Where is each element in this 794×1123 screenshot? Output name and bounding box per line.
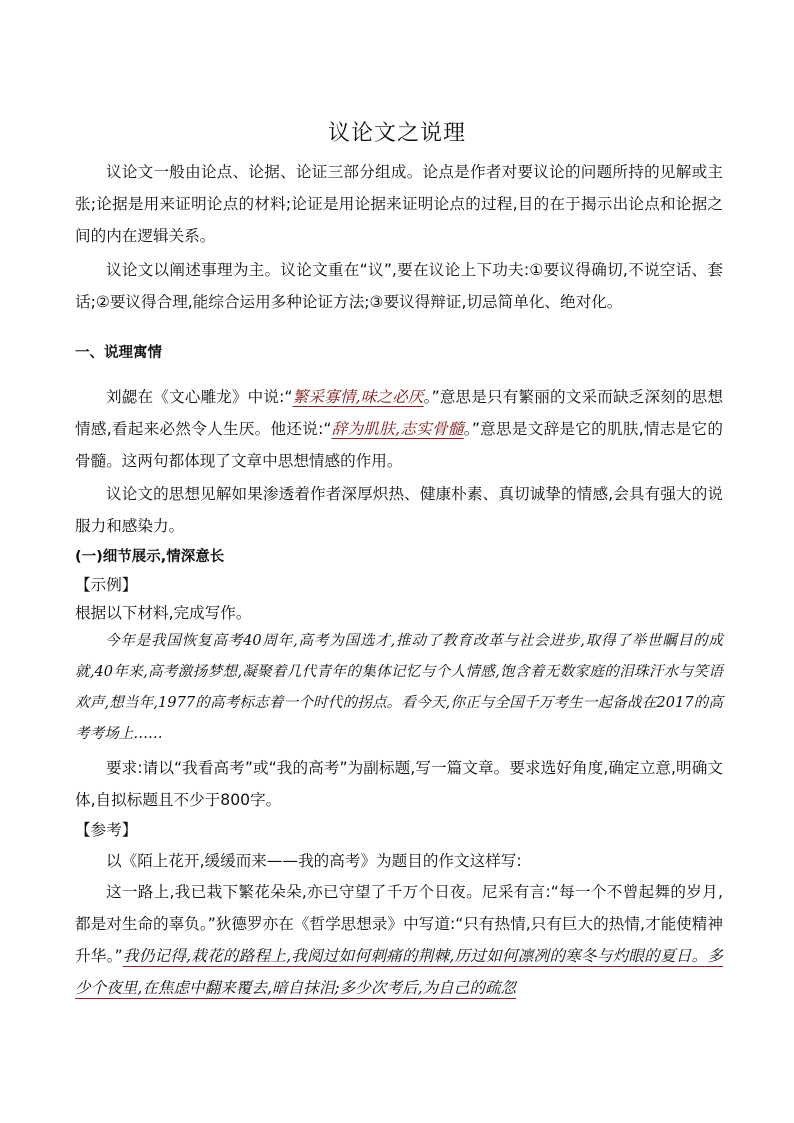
s1-text-a: 刘勰在《文心雕龙》中说:“ (106, 388, 293, 406)
document-title: 议论文之说理 (327, 121, 466, 146)
s1-text-b: 。”意思是只有繁丽的文采而缺乏深刻的思想情感,看起来必然令人生厌。他还说:“ (75, 388, 723, 438)
section1-paragraph-1 (75, 381, 723, 477)
example-label: 【示例】 (75, 576, 138, 594)
intro-paragraph-1: 议论文一般由论点、论据、论证三部分组成。论点是作者对要议论的问题所持的见解或主张;论据是用来证明论点的材料;论证是用论据来证明论点的过程,目的在于揭示出论点和论据之间的内在逻辑关系。 (75, 163, 723, 245)
reference-label: 【参考】 (75, 821, 138, 839)
subsection-heading-1: (一)细节展示,情深意长 (75, 549, 225, 565)
reference-paragraph-1: 以《陌上花开,缓缓而来——我的高考》为题目的作文这样写: (106, 852, 522, 870)
section1-paragraph-2: 议论文的思想见解如果渗透着作者深厚炽热、健康朴素、真切诚挚的情感,会具有强大的说服力和感染力。 (75, 485, 723, 535)
ref-underlined-text: 我仍记得,栽花的路程上,我阅过如何刺痛的荆棘,历过如何凛冽的寒冬与灼眼的夏日。多少个夜里,在焦虑中翻来覆去,暗自抹泪;多少次考后,为自己的疏忽 (75, 947, 724, 997)
s1-text-c: 。”意思是文辞是它的肌肤,情志是它的骨髓。这两句都体现了文章中思想情感的作用。 (75, 420, 723, 470)
quote-ciwei: 辞为肌肤,志实骨髓 (331, 420, 464, 438)
intro-paragraph-2: 议论文以阐述事理为主。议论文重在“议”,要在议论上下功夫:①要议得确切,不说空话、套话;②要议得合理,能综合运用多种论证方法;③要议得辩证,切忌简单化、绝对化。 (75, 261, 723, 311)
section-heading-1: 一、说理寓情 (75, 345, 162, 361)
reference-paragraph-2 (75, 876, 723, 1004)
example-instruction: 根据以下材料,完成写作。 (75, 604, 252, 622)
quote-fancai: 繁采寡情,味之必厌 (292, 388, 424, 406)
requirement-text: 要求:请以“我看高考”或“我的高考”为副标题,写一篇文章。要求选好角度,确定立意,明确文体,自拟标题且不少于800字。 (75, 759, 723, 809)
ref-text-a: 这一路上,我已栽下繁花朵朵,亦已守望了千万个日夜。尼采有言:“每一个不曾起舞的岁月,都是对生命的辜负。”狄德罗亦在《哲学思想录》中写道:“只有热情,只有巨大的热情,才能使精神升华。” (75, 883, 723, 965)
material-text: 今年是我国恢复高考40周年,高考为国选才,推动了教育改革与社会进步,取得了举世瞩目的成就,40年来,高考激扬梦想,凝聚着几代青年的集体记忆与个人情感,饱含着无数家庭的泪珠汗水与笑语欢声,想当年,1977的高考标志着一个时代的拐点。看今天,你正与全国千万考生一起备战在2017的高考考场上…… (75, 632, 723, 742)
